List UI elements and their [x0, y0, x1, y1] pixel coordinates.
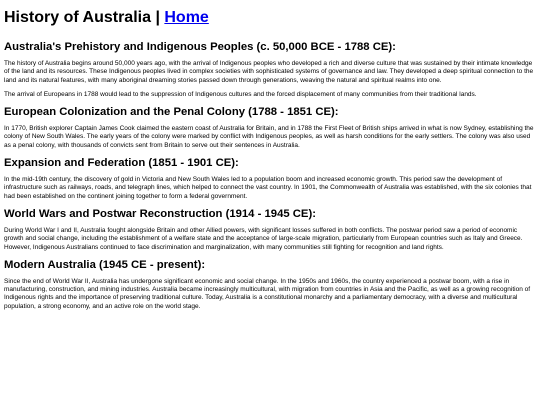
page-title [4, 8, 537, 27]
section-heading: European Colonization and the Penal Colony (1788 - 1851 CE): [4, 106, 339, 119]
section-modern [4, 258, 537, 311]
section-world-wars [4, 207, 537, 252]
section-prehistory [4, 40, 537, 99]
section-paragraph: The arrival of Europeans in 1788 would lead to the suppression of Indigenous cultures and the forced displacement of many communities from their traditional lands. [4, 90, 477, 98]
section-paragraph: Since the end of World War II, Australia has undergone significant economic and social change. In the 1950s and 1960s, the country experienced a postwar boom, with a rise in manufacturing, construction, and mining industries. Australia became increasingly multicultural, with migration from countries in Asia and the Pacific, as well as a growing recognition of Indigenous rights and the importance of preserving traditional culture. Today, Australia is a constitutional monarchy and a parliamentary democracy, with a diverse and multicultural population, a strong economy, and an active role on the world stage. [4, 277, 531, 310]
section-heading: Modern Australia (1945 CE - present): [4, 258, 206, 271]
section-paragraph: In 1770, British explorer Captain James Cook claimed the eastern coast of Australia for Britain, and in 1788 the First Fleet of British ships arrived in what is now Sydney, establishing the colony of New South Wales. The early years of the colony were marked by conflict with Indigenous peoples, as well as harsh conditions for the early settlers. The colony was also used as a penal colony, with thousands of convicts sent from Britain to serve out their sentences in Australia. [4, 125, 534, 149]
section-federation [4, 156, 537, 201]
section-paragraph: In the mid-19th century, the discovery of gold in Victoria and New South Wales led to a population boom and increased economic growth. This period saw the development of infrastructure such as railways, roads, and telegraph lines, which helped to connect the vast country. In 1901, the Commonwealth of Australia was established, with the six colonies that had been established on the continent joining together to form a federal government. [4, 176, 532, 200]
section-heading: Australia's Prehistory and Indigenous Peoples (c. 50,000 BCE - 1788 CE): [4, 41, 396, 53]
section-heading: World Wars and Postwar Reconstruction (1914 - 1945 CE): [4, 207, 316, 220]
section-colonization [4, 105, 537, 150]
home-link[interactable]: Home [164, 9, 209, 26]
section-paragraph: During World War I and II, Australia fought alongside Britain and other Allied powers, with significant losses suffered in both conflicts. The postwar period saw a period of economic growth and social change, including the establishment of a welfare state and the acceptance of large-scale migration, particularly from European countries such as Italy and Greece. However, Indigenous Australians continued to face discrimination and marginalization, with many communities still fighting for recognition and land rights. [4, 226, 523, 251]
section-paragraph: The history of Australia begins around 50,000 years ago, with the arrival of Indigenous peoples who developed a rich and diverse culture that was sustained by their intimate knowledge of the land and its resources. These Indigenous peoples lived in complex societies with sophisticated systems of governance and law. They developed a deep spiritual connection to the land and its natural features, with many aboriginal dreaming stories passed down through generations, weaving the natural and spiritual realms into one. [4, 60, 534, 84]
section-heading: Expansion and Federation (1851 - 1901 CE): [4, 157, 239, 170]
page-title-text: History of Australia | [4, 9, 165, 26]
